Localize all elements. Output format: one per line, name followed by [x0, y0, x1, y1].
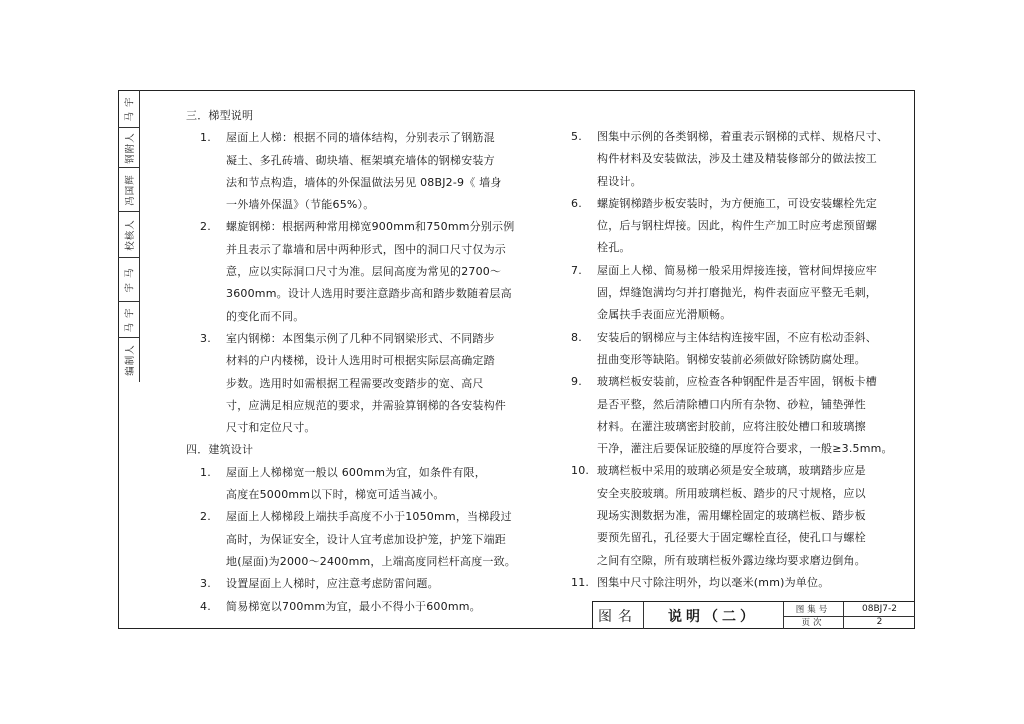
- title-block-grid: [783, 602, 915, 629]
- page-number-key: 页次: [783, 616, 844, 630]
- note-item: [571, 126, 899, 193]
- note-line: 设置屋面上人梯时，应注意考虑防雷问题。: [226, 577, 439, 591]
- note-line: 安装后的钢梯应与主体结构连接牢固，不应有松动歪斜、: [597, 330, 877, 344]
- right-notes-column: [571, 126, 899, 594]
- note-number: 8.: [571, 330, 582, 344]
- note-line: 室内钢梯：本图集示例了几种不同钢梁形式、不同踏步: [226, 331, 495, 345]
- note-line: 地(屋面)为2000～2400mm，上端高度同栏杆高度一致。: [226, 554, 517, 568]
- note-number: 5.: [571, 130, 582, 143]
- atlas-number-key: 图集号: [783, 602, 844, 616]
- note-item: [186, 127, 516, 216]
- note-line: 意，应以实际洞口尺寸为准。层间高度为常见的2700～: [226, 265, 502, 279]
- note-number: 4.: [200, 599, 211, 613]
- note-line: 螺旋钢梯：根据两种常用梯宽900mm和750mm分别示例: [226, 220, 515, 234]
- title-block: [592, 601, 915, 629]
- note-line: 螺旋钢梯踏步板安装时，为方便施工，可设安装螺栓先定: [597, 196, 877, 210]
- note-item: [571, 193, 899, 260]
- note-line: 尺寸和定位尺寸。: [226, 421, 316, 435]
- note-line: 构件材料及安装做法，涉及土建及精装修部分的做法按工: [597, 152, 877, 166]
- note-number: 2.: [200, 220, 211, 234]
- note-item: [186, 216, 516, 327]
- section-4-items: [186, 462, 516, 618]
- side-cell: 冯国辉: [118, 168, 139, 212]
- note-line: 之间有空隙，所有玻璃栏板外露边缘均要求磨边倒角。: [597, 553, 866, 567]
- note-line: 材料。在灌注玻璃密封胶前，应将注胶处槽口和玻璃擦: [597, 419, 866, 433]
- note-line: 屋面上人梯：根据不同的墙体结构，分别表示了钢筋混: [226, 131, 495, 145]
- note-line: 安全夹胶玻璃。所用玻璃栏板、踏步的尺寸规格，应以: [597, 486, 866, 500]
- note-number: 3.: [200, 577, 211, 591]
- note-line: 要预先留孔，孔径要大于固定螺栓直径，使孔口与螺栓: [597, 531, 866, 545]
- section-heading: 三．梯型说明: [186, 109, 254, 122]
- note-line: 寸，应满足相应规范的要求，并需验算钢梯的各安装构件: [226, 398, 506, 412]
- note-line: 干净，灌注后要保证胶缝的厚度符合要求，一般≥3.5mm。: [597, 442, 893, 456]
- note-number: 9.: [571, 375, 582, 389]
- note-line: 屋面上人梯、简易梯一般采用焊接连接，管材间焊接应牢: [597, 263, 877, 277]
- note-item: [571, 460, 899, 571]
- note-item: [186, 596, 516, 618]
- note-item: [571, 371, 899, 460]
- note-line: 的变化而不同。: [226, 309, 305, 323]
- note-line: 步数。选用时如需根据工程需要改变踏步的宽、高尺: [226, 376, 484, 390]
- note-line: 固，焊缝饱满均匀并打磨抛光，构件表面应平整无毛刺，: [597, 286, 877, 300]
- side-signature-strip: [118, 90, 140, 382]
- note-line: 图集中尺寸除注明外，均以毫米(mm)为单位。: [597, 575, 830, 589]
- note-line: 简易梯宽以700mm为宜，最小不得小于600mm。: [226, 599, 481, 613]
- note-line: 高时，为保证安全，设计人宜考虑加设护笼，护笼下端距: [226, 532, 506, 546]
- note-line: 是否平整，然后清除槽口内所有杂物、砂粒，铺垫弹性: [597, 397, 866, 411]
- side-cell: 宇 马: [118, 258, 139, 302]
- page-number-value: 2: [876, 617, 883, 628]
- note-line: 玻璃栏板安装前，应检查各种钢配件是否牢固，钢板卡槽: [597, 375, 877, 389]
- note-line: 法和节点构造，墙体的外保温做法另见 08BJ2-9《 墙身: [226, 175, 502, 189]
- section-3-items: [186, 127, 516, 439]
- note-line: 屋面上人梯梯段上端扶手高度不小于1050mm，当梯段过: [226, 510, 512, 524]
- side-cell: 马 宇: [118, 302, 139, 338]
- note-number: 10.: [571, 464, 590, 478]
- note-item: [571, 260, 899, 327]
- note-line: 金属扶手表面应光滑顺畅。: [597, 308, 732, 322]
- left-notes-column: [186, 105, 516, 618]
- atlas-row: [783, 602, 915, 617]
- note-line: 材料的户内楼梯，设计人选用时可根据实际层高确定踏: [226, 354, 495, 368]
- section-heading: 四．建筑设计: [186, 443, 254, 457]
- note-item: [571, 327, 899, 372]
- note-line: 位，后与钢柱焊接。因此，构件生产加工时应考虑预留螺: [597, 219, 877, 233]
- note-item: [186, 573, 516, 595]
- note-number: 6.: [571, 196, 582, 210]
- side-cell: 钢附人: [118, 128, 139, 168]
- note-item: [186, 506, 516, 573]
- note-line: 现场实测数据为准，需用螺栓固定的玻璃栏板、踏步板: [597, 509, 866, 523]
- page-row: [783, 616, 915, 630]
- note-number: 3.: [200, 331, 211, 345]
- note-line: 程设计。: [597, 174, 642, 188]
- note-line: 扭曲变形等缺陷。钢梯安装前必须做好除锈防腐处理。: [597, 352, 866, 366]
- note-line: 3600mm。设计人选用时要注意踏步高和踏步数随着层高: [226, 287, 512, 301]
- note-number: 1.: [200, 465, 211, 479]
- note-number: 11.: [571, 575, 590, 589]
- note-line: 并且表示了靠墙和居中两种形式，图中的洞口尺寸仅为示: [226, 242, 506, 256]
- side-cell: 校核人: [118, 212, 139, 258]
- side-cell: 编制人: [124, 344, 136, 376]
- note-line: 高度在5000mm以下时，梯宽可适当减小。: [226, 488, 445, 502]
- right-items: [571, 126, 899, 594]
- note-item: [186, 462, 516, 507]
- side-cell: 马 宇: [118, 90, 139, 128]
- title-block-label: 图名: [593, 602, 644, 629]
- note-line: 玻璃栏板中采用的玻璃必须是安全玻璃，玻璃踏步应是: [597, 464, 866, 478]
- note-number: 2.: [200, 510, 211, 524]
- note-line: 屋面上人梯梯宽一般以 600mm为宜，如条件有限，: [226, 465, 486, 479]
- note-number: 1.: [200, 131, 211, 145]
- drawing-name: 说明（二）: [643, 602, 784, 629]
- note-item: [571, 572, 899, 594]
- atlas-number-value: 08BJ7-2: [862, 603, 897, 614]
- note-line: 一外墙外保温》（节能65%）。: [226, 198, 375, 212]
- note-line: 图集中示例的各类钢梯，着重表示钢梯的式样、规格尺寸、: [597, 130, 889, 143]
- note-number: 7.: [571, 263, 582, 277]
- note-line: 凝土、多孔砖墙、砌块墙、框架填充墙体的钢梯安装方: [226, 153, 495, 167]
- note-line: 栓孔。: [597, 241, 631, 255]
- note-item: [186, 328, 516, 439]
